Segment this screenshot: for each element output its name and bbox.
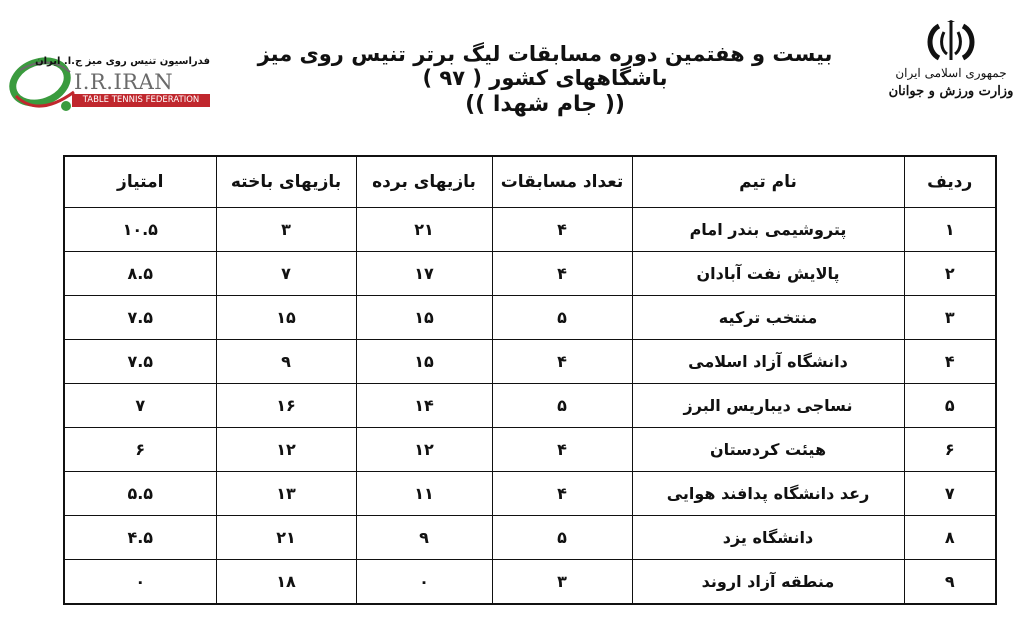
rank-cell: ۶ (904, 428, 996, 472)
won-cell: ۲۱ (356, 208, 492, 252)
table-row (64, 472, 996, 516)
lost-cell: ۱۸ (216, 560, 356, 605)
rank-cell: ۹ (904, 560, 996, 605)
column-header-won: بازیهای برده (356, 156, 492, 208)
points-cell: ۰ (64, 560, 216, 605)
matches-cell: ۴ (492, 252, 632, 296)
matches-cell: ۳ (492, 560, 632, 605)
matches-cell: ۵ (492, 296, 632, 340)
ministry-logo (886, 20, 1016, 130)
lost-cell: ۲۱ (216, 516, 356, 560)
ministry-name-text: وزارت ورزش و جوانان (888, 84, 1014, 99)
matches-cell: ۵ (492, 384, 632, 428)
page-subtitle: (( جام شهدا )) (465, 92, 625, 117)
won-cell: ۱۵ (356, 340, 492, 384)
won-cell: ۱۷ (356, 252, 492, 296)
federation-abbr: I.R.IRAN (74, 70, 174, 94)
table-row (64, 516, 996, 560)
team-cell: پالایش نفت آبادان (632, 252, 904, 296)
rank-cell: ۴ (904, 340, 996, 384)
rank-cell: ۱ (904, 208, 996, 252)
points-cell: ۶ (64, 428, 216, 472)
lost-cell: ۱۲ (216, 428, 356, 472)
lost-cell: ۹ (216, 340, 356, 384)
matches-cell: ۴ (492, 472, 632, 516)
lost-cell: ۳ (216, 208, 356, 252)
team-cell: منطقه آزاد اروند (632, 560, 904, 605)
rank-cell: ۷ (904, 472, 996, 516)
points-cell: ۵.۵ (64, 472, 216, 516)
federation-english-name: TABLE TENNIS FEDERATION (72, 94, 210, 107)
points-cell: ۱۰.۵ (64, 208, 216, 252)
team-cell: نساجی دیباریس البرز (632, 384, 904, 428)
lost-cell: ۷ (216, 252, 356, 296)
column-header-rank: ردیف (904, 156, 996, 208)
iran-emblem-icon (923, 20, 979, 64)
lost-cell: ۱۳ (216, 472, 356, 516)
column-header-team: نام تیم (632, 156, 904, 208)
team-cell: رعد دانشگاه پدافند هوایی (632, 472, 904, 516)
won-cell: ۹ (356, 516, 492, 560)
matches-cell: ۴ (492, 208, 632, 252)
federation-logo (8, 48, 208, 120)
page-title: بیست و هفتمین دوره مسابقات لیگ برتر تنیس روی میز باشگاههای کشور ( ۹۷ ) (257, 42, 833, 90)
lost-cell: ۱۶ (216, 384, 356, 428)
team-cell: دانشگاه یزد (632, 516, 904, 560)
table-row (64, 428, 996, 472)
matches-cell: ۴ (492, 428, 632, 472)
table-row (64, 384, 996, 428)
won-cell: ۱۲ (356, 428, 492, 472)
column-header-lost: بازیهای باخته (216, 156, 356, 208)
points-cell: ۷ (64, 384, 216, 428)
team-cell: پتروشیمی بندر امام (632, 208, 904, 252)
won-cell: ۱۵ (356, 296, 492, 340)
team-cell: منتخب ترکیه (632, 296, 904, 340)
table-row (64, 560, 996, 605)
rank-cell: ۳ (904, 296, 996, 340)
standings-table (63, 155, 997, 605)
points-cell: ۷.۵ (64, 296, 216, 340)
points-cell: ۴.۵ (64, 516, 216, 560)
matches-cell: ۴ (492, 340, 632, 384)
table-row (64, 296, 996, 340)
rank-cell: ۵ (904, 384, 996, 428)
team-cell: هیئت کردستان (632, 428, 904, 472)
points-cell: ۸.۵ (64, 252, 216, 296)
table-row (64, 340, 996, 384)
lost-cell: ۱۵ (216, 296, 356, 340)
ministry-country-text: جمهوری اسلامی ایران (895, 66, 1007, 80)
won-cell: ۱۱ (356, 472, 492, 516)
federation-persian-name: فدراسیون تنیس روی میز ج.ا. ایران (35, 56, 210, 67)
table-row (64, 252, 996, 296)
column-header-points: امتیاز (64, 156, 216, 208)
won-cell: ۰ (356, 560, 492, 605)
matches-cell: ۵ (492, 516, 632, 560)
team-cell: دانشگاه آزاد اسلامی (632, 340, 904, 384)
table-row (64, 208, 996, 252)
won-cell: ۱۴ (356, 384, 492, 428)
table-header-row (64, 156, 996, 208)
column-header-matches: تعداد مسابقات (492, 156, 632, 208)
rank-cell: ۲ (904, 252, 996, 296)
rank-cell: ۸ (904, 516, 996, 560)
page-header (0, 0, 1024, 150)
points-cell: ۷.۵ (64, 340, 216, 384)
